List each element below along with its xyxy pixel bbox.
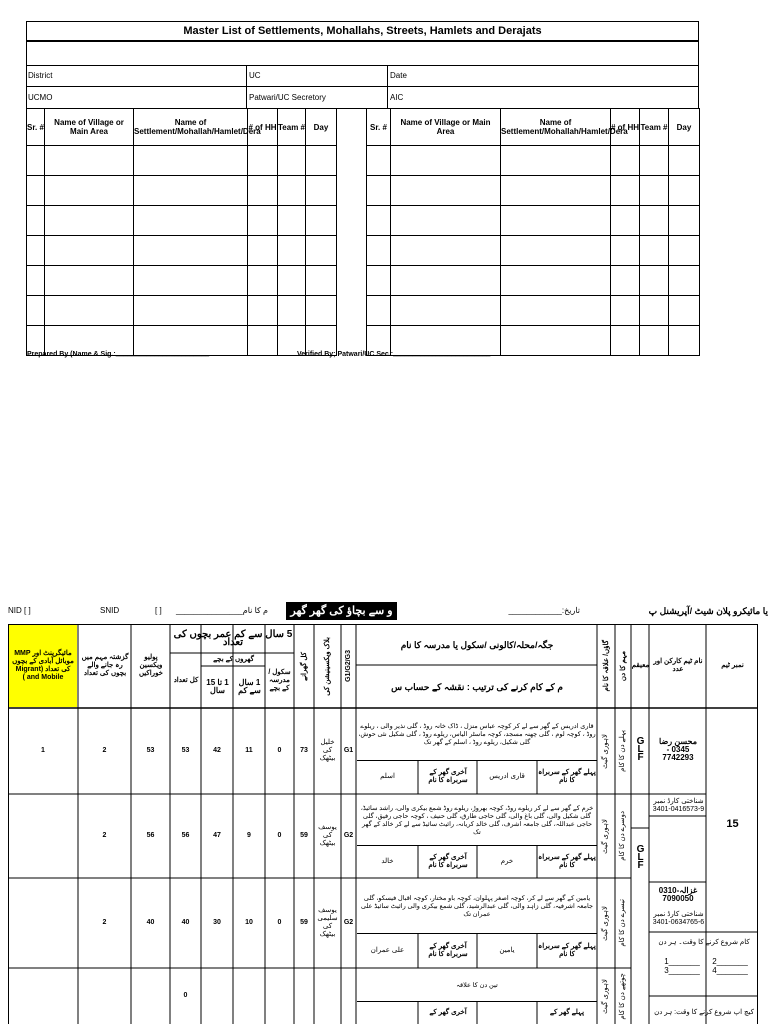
team2-phone: 7090050	[662, 894, 694, 903]
table-cell[interactable]	[45, 296, 134, 326]
campaign-day-text: تیسرے دن کا کام	[619, 899, 626, 947]
header-day-label	[616, 625, 631, 707]
campaign-day	[616, 879, 630, 967]
col-day: Day	[669, 109, 700, 146]
master-list	[26, 21, 699, 337]
header-area-label	[598, 625, 615, 707]
age-1-15-count	[202, 969, 232, 1023]
aic-label: AIC	[390, 93, 404, 102]
under1-count	[234, 969, 264, 1023]
block-name	[598, 795, 614, 877]
table-cell[interactable]	[669, 266, 700, 296]
table-cell[interactable]	[134, 146, 248, 176]
patwari-label: Patwari/UC Secretory	[249, 93, 326, 102]
header-previous-missed: گزشتہ مہم میں رہ جانے والے بچوں کی تعداد	[81, 654, 129, 677]
last-house-name: اسلم	[380, 773, 395, 780]
table-cell[interactable]	[45, 176, 134, 206]
block-name	[598, 969, 614, 1023]
col-settlement: Name of Settlement/Mohallah/Hamlet/Dera	[501, 109, 611, 146]
col-settlement: Name of Settlement/Mohallah/Hamlet/Dera	[134, 109, 248, 146]
table-cell[interactable]	[27, 266, 45, 296]
col-hh: # of HH	[611, 109, 640, 146]
table-cell[interactable]	[248, 236, 278, 266]
team2-name: غزالہ-0310	[658, 886, 698, 895]
micro-plan-table	[8, 624, 758, 1024]
block-name	[598, 879, 614, 967]
table-cell[interactable]	[611, 236, 640, 266]
previous-missed-count: 2	[102, 919, 107, 926]
table-cell[interactable]	[640, 326, 669, 356]
nid-label: NID [ ]	[8, 606, 31, 615]
divider	[246, 65, 247, 86]
table-cell[interactable]	[306, 236, 337, 266]
last-house-name	[358, 1002, 417, 1023]
table-cell[interactable]	[134, 176, 248, 206]
header-migrant	[9, 625, 77, 707]
first-house-name	[478, 1002, 536, 1023]
g-code: G2	[343, 832, 354, 839]
table-row	[27, 296, 337, 326]
table-cell[interactable]	[306, 146, 337, 176]
header-vaccination-place-text: بلاک ویکسینیشن کی	[324, 636, 331, 696]
under1-count: 11	[245, 747, 253, 754]
age-1-15-count: 47	[213, 832, 221, 839]
table-cell[interactable]	[669, 146, 700, 176]
migrant-count	[9, 969, 77, 1023]
table-cell[interactable]	[27, 146, 45, 176]
table-cell[interactable]	[669, 236, 700, 266]
first-house-name: یامین	[499, 946, 515, 954]
total-houses-count: 73	[300, 747, 308, 754]
table-cell[interactable]	[306, 176, 337, 206]
meta-row-district	[26, 65, 699, 87]
g-code	[342, 969, 355, 1023]
table-body	[27, 146, 337, 356]
team1-l: L	[637, 744, 644, 755]
header-team-number: نمبر ٹیم	[721, 662, 744, 669]
table-cell[interactable]	[501, 326, 611, 356]
table-row	[367, 176, 700, 206]
polio-doses-count	[132, 969, 169, 1023]
table-cell[interactable]	[640, 296, 669, 326]
team1-cnic-label: شناختی کارڈ نمبر	[653, 798, 704, 805]
header-under5: 5 سال سے کم عمر بچوں کی تعداد	[173, 629, 293, 648]
campaign-day	[616, 709, 630, 793]
col-sr: Sr. #	[27, 109, 45, 146]
campaign-title: و سے بچاؤ کی گھر گھر	[286, 602, 397, 620]
col-team: Team #	[640, 109, 669, 146]
uc-label: UC	[249, 71, 261, 80]
team2-g: G	[636, 844, 645, 855]
table-body	[367, 146, 700, 356]
table-row	[367, 236, 700, 266]
table-row	[367, 146, 700, 176]
team1-phone: - 0345 7742293	[662, 745, 694, 762]
team1-glf	[632, 710, 649, 790]
table-cell[interactable]	[27, 296, 45, 326]
table-cell[interactable]	[611, 326, 640, 356]
table-cell[interactable]	[134, 296, 248, 326]
settlement-table-left	[26, 108, 337, 356]
vaccination-place: خلیل کی بیٹھک	[319, 739, 336, 762]
table-cell[interactable]	[248, 146, 278, 176]
vaccination-place: یوسف کی بیٹھک	[318, 824, 337, 847]
prepared-by: Prepared By (Name & Sig.:________________________	[27, 351, 210, 358]
header-g-code	[342, 625, 356, 707]
table-cell[interactable]	[367, 176, 391, 206]
table-row	[367, 206, 700, 236]
table-cell[interactable]	[391, 266, 501, 296]
header-supervisor: معیقم	[631, 662, 650, 669]
table-cell[interactable]	[669, 176, 700, 206]
table-cell[interactable]	[248, 266, 278, 296]
divider	[387, 65, 388, 86]
table-cell[interactable]	[306, 296, 337, 326]
previous-missed-count	[79, 969, 130, 1023]
first-house-label: پہلے گھر کے سربراہ کا نام	[538, 853, 596, 869]
team1-name: محسن رضا	[659, 737, 697, 746]
table-cell[interactable]	[501, 266, 611, 296]
slot-4: 4_______	[712, 966, 748, 975]
table-cell[interactable]	[248, 296, 278, 326]
table-cell[interactable]	[45, 236, 134, 266]
total-houses-count	[295, 969, 313, 1023]
block-name-text: لاہوری گیٹ	[602, 733, 609, 769]
campaign-day-text: چوتھے دن کا کام	[619, 972, 626, 1020]
table-cell[interactable]	[640, 206, 669, 236]
block-name	[598, 709, 614, 793]
snid-bracket: [ ]	[155, 606, 162, 615]
header-school: سکول / مدرسہ کے بچے	[268, 668, 291, 692]
ucmo-label: UCMO	[28, 93, 53, 102]
header-area-label-text: گاؤں/ علاقہ کا نام	[602, 640, 610, 692]
last-house-label: آخری گھر کے سربراہ کا نام	[428, 853, 468, 869]
table-cell[interactable]	[501, 206, 611, 236]
campaign-day	[616, 969, 630, 1023]
table-cell[interactable]	[278, 206, 306, 236]
table-cell[interactable]	[278, 146, 306, 176]
table-cell[interactable]	[27, 236, 45, 266]
divider	[387, 87, 388, 108]
migrant-count	[9, 879, 77, 967]
school-children-count	[266, 969, 293, 1023]
table-cell[interactable]	[278, 296, 306, 326]
settlement-table-right	[366, 108, 700, 356]
last-house-label: آخری گھر کے	[429, 1008, 467, 1016]
header-polio-doses: پولیو ویکسین خوراکیں	[138, 654, 164, 677]
table-row	[367, 296, 700, 326]
vaccination-place: یوسف سلیمی کی بیٹھک	[317, 907, 338, 938]
divider	[246, 87, 247, 108]
table-row	[27, 206, 337, 236]
first-house-label: پہلے گھر کے سربراہ کا نام	[538, 942, 596, 958]
previous-missed-count: 2	[102, 747, 107, 754]
team2-f: F	[637, 860, 644, 871]
table-cell[interactable]	[391, 176, 501, 206]
last-house-name: علی عمران	[370, 946, 405, 954]
campaign-day-text: دوسرے دن کا کام	[619, 811, 626, 861]
col-team: Team #	[278, 109, 306, 146]
table-cell[interactable]	[611, 206, 640, 236]
slot-3: 3_______	[664, 966, 700, 975]
table-cell[interactable]	[27, 176, 45, 206]
header-team-name: نام ٹیم کارکن اور عدد	[653, 658, 703, 673]
table-cell[interactable]	[367, 146, 391, 176]
table-cell[interactable]	[45, 206, 134, 236]
table-cell[interactable]	[134, 206, 248, 236]
age-1-15-count: 30	[213, 919, 221, 926]
plan-title: یا مائیکرو پلان شیٹ /آپریشنل پ	[648, 606, 768, 616]
total-children-count: 56	[181, 832, 190, 839]
table-cell[interactable]	[640, 266, 669, 296]
table-row	[27, 236, 337, 266]
col-village: Name of Village or Main Area	[45, 109, 134, 146]
table-cell[interactable]	[278, 266, 306, 296]
table-cell[interactable]	[367, 266, 391, 296]
total-children-count: 40	[181, 919, 190, 926]
header-g-code-text: G1/G2/G3	[345, 650, 352, 682]
team2-cnic-number: 3401-0634765-6	[652, 919, 705, 926]
header-migrant-text: مائیگرینٹ اور MMP موبائل آبادی کے بچوں کی تعداد (Migrant and Mobile )	[12, 650, 74, 681]
table-cell[interactable]	[367, 236, 391, 266]
g-code: G1	[343, 747, 354, 754]
table-cell[interactable]	[611, 176, 640, 206]
school-children-count: 0	[277, 747, 282, 754]
team1-member	[650, 710, 706, 790]
table-cell[interactable]	[278, 236, 306, 266]
age-1-15-count: 42	[213, 747, 221, 754]
header-total-count: کل تعداد	[173, 676, 199, 684]
first-house-label: پہلے گھر کے	[549, 1008, 585, 1016]
last-house-label: آخری گھر کے سربراہ کا نام	[428, 942, 468, 958]
first-house-label: پہلے گھر کے سربراہ کا نام	[538, 769, 596, 784]
table-cell[interactable]	[391, 236, 501, 266]
table-cell[interactable]	[501, 236, 611, 266]
total-houses-count: 59	[300, 832, 308, 839]
table-header-row	[367, 109, 700, 146]
verified-by: Verified By; Patwari/UC Sec.:_________________________	[297, 351, 491, 358]
table-header-row	[27, 109, 337, 146]
table-cell[interactable]	[669, 296, 700, 326]
polio-doses-count: 40	[146, 919, 155, 926]
under1-count: 9	[247, 832, 251, 839]
migrant-count: 1	[41, 747, 45, 754]
table-cell[interactable]	[501, 296, 611, 326]
table-cell[interactable]	[501, 176, 611, 206]
previous-missed-count: 2	[102, 832, 107, 839]
team2-l: L	[637, 852, 644, 863]
table-cell[interactable]	[611, 146, 640, 176]
team-number-value: 15	[726, 818, 739, 830]
first-house-name: قاری ادریس	[489, 773, 525, 780]
table-cell[interactable]	[45, 146, 134, 176]
block-name-text: لاہوری گیٹ	[602, 905, 609, 941]
area-description: خرم کے گھر سے لے کر ریلوے روڈ، کوچہ بھروڑ، ریلوے روڈ شمع بیکری والی، راشد سائیڈ، گلی شکیل والی، گلی باغ والی، گلی حاجی طارق، گلی حنیف ، کوچہ حاجی رفیق، گلی حاجی عبداللہ، گلی جامعہ اشرف، گلی خالد کریانہ، رائیٹ سائیڈ سے لے کر خالد کے گھر تک	[360, 804, 594, 836]
campaign-day-text: پہلے دن کا کام	[619, 730, 626, 772]
table-cell[interactable]	[669, 326, 700, 356]
team-name-line: م کا نام_______________	[176, 606, 268, 615]
table-row	[27, 146, 337, 176]
campaign-day	[616, 795, 630, 877]
slot-2: 2_______	[712, 957, 748, 966]
school-children-count: 0	[277, 919, 282, 926]
area-description: قاری ادریس کے گھر سے لے کر کوچہ عباس منزل ، ڈاک خانہ روڈ ، گلی نذیر والی ، ریلوے روڈ ، کوچہ لوم ، گلی چھنہ مسجد، کوچہ ماسٹر الیاس، ریلوے روڈ ، گلی شکیل نئی حوش، گلی شکیل، ریلوے روڈ ، اسلم کے گھر تک	[358, 723, 596, 746]
header-total-houses-text: کل گھرانے	[300, 651, 308, 681]
team1-cnic-number: 3401-0416573-9	[652, 806, 705, 813]
team2-glf	[632, 828, 649, 888]
team2-cnic-label: شناختی کارڈ نمبر	[653, 911, 704, 918]
area-description: تین دن کا علاقہ	[456, 981, 498, 989]
team2-member	[650, 884, 706, 906]
table-row	[27, 176, 337, 206]
table-cell[interactable]	[27, 206, 45, 236]
table-cell[interactable]	[134, 266, 248, 296]
work-start-note: کام شروع کرنے کا وقت۔ ہر دن	[658, 939, 750, 946]
header-houses-children: گھروں کے بچے	[213, 656, 254, 663]
header-day-label-text: مہم کا دن	[619, 650, 627, 682]
table-cell[interactable]	[611, 266, 640, 296]
header-vaccination-place	[315, 625, 341, 707]
under1-count: 10	[245, 919, 253, 926]
table-cell[interactable]	[278, 176, 306, 206]
team1-g: G	[636, 736, 645, 747]
catchup-note: کیچ اپ شروع کرنے کا وقت: ہر دن	[654, 1009, 754, 1016]
first-house-name: خرم	[500, 857, 514, 865]
area-description: یامین کے گھر سے لے کر، کوچہ اصغر پہلوان، کوچہ باو مختار، کوچہ اقبال فیسکو، گلی جامعہ اشرفیہ، گلی زاہد والی، گلی عبدالرشید، گلی شمع بیکری والی رائیٹ سائیڈ علی عمران تک	[360, 894, 594, 918]
school-children-count: 0	[277, 832, 282, 839]
col-day: Day	[306, 109, 337, 146]
table-cell[interactable]	[391, 146, 501, 176]
team1-cnic	[650, 796, 707, 816]
table-cell[interactable]	[306, 266, 337, 296]
block-name-text: لاہوری گیٹ	[602, 978, 609, 1014]
table-cell[interactable]	[640, 176, 669, 206]
last-house-name: خالد	[381, 857, 394, 865]
table-row	[367, 266, 700, 296]
table-cell[interactable]	[134, 236, 248, 266]
table-cell[interactable]	[611, 296, 640, 326]
header-total-houses	[295, 625, 314, 707]
g-code: G2	[343, 919, 354, 926]
total-houses-count: 59	[300, 919, 308, 926]
team1-f: F	[637, 752, 644, 763]
table-cell[interactable]	[248, 206, 278, 236]
slot-1: 1_______	[664, 957, 700, 966]
table-cell[interactable]	[640, 146, 669, 176]
table-cell[interactable]	[367, 206, 391, 236]
header-age-1-15: 1 تا 15 سال	[206, 678, 229, 695]
table-cell[interactable]	[248, 326, 278, 356]
last-house-label: آخری گھر کے سربراہ کا نام	[428, 769, 468, 784]
snid-label: SNID	[100, 606, 120, 615]
polio-doses-count: 56	[146, 832, 155, 839]
table-cell[interactable]	[248, 176, 278, 206]
total-children-count: 53	[181, 747, 190, 754]
table-cell[interactable]	[391, 296, 501, 326]
col-hh: # of HH	[248, 109, 278, 146]
polio-doses-count: 53	[146, 747, 155, 754]
migrant-count	[9, 795, 77, 877]
date-label: Date	[390, 71, 407, 80]
table-cell[interactable]	[640, 236, 669, 266]
master-list-title: Master List of Settlements, Mohallahs, Streets, Hamlets and Derajats	[26, 21, 699, 41]
table-row	[27, 266, 337, 296]
date-line: تاریخ:____________	[508, 606, 580, 615]
meta-row-blank	[26, 41, 699, 66]
header-area-name: جگہ/محلہ/کالونی /سکول یا مدرسہ کا نام	[400, 640, 554, 650]
col-village: Name of Village or Main Area	[391, 109, 501, 146]
total-children-count: 0	[183, 992, 188, 999]
table-cell[interactable]	[45, 266, 134, 296]
table-cell[interactable]	[367, 296, 391, 326]
team2-cnic	[650, 909, 707, 929]
table-cell[interactable]	[306, 206, 337, 236]
table-cell[interactable]	[669, 206, 700, 236]
header-work-order: م کے کام کرنے کی ترتیب : نقشہ کے حساب س	[391, 681, 563, 692]
header-under1: 1 سال سے کم	[238, 678, 261, 695]
district-label: District	[28, 71, 53, 80]
col-sr: Sr. #	[367, 109, 391, 146]
block-name-text: لاہوری گیٹ	[602, 818, 609, 854]
table-cell[interactable]	[501, 146, 611, 176]
table-cell[interactable]	[391, 206, 501, 236]
meta-row-ucmo	[26, 87, 699, 109]
vaccination-place	[315, 969, 340, 1023]
